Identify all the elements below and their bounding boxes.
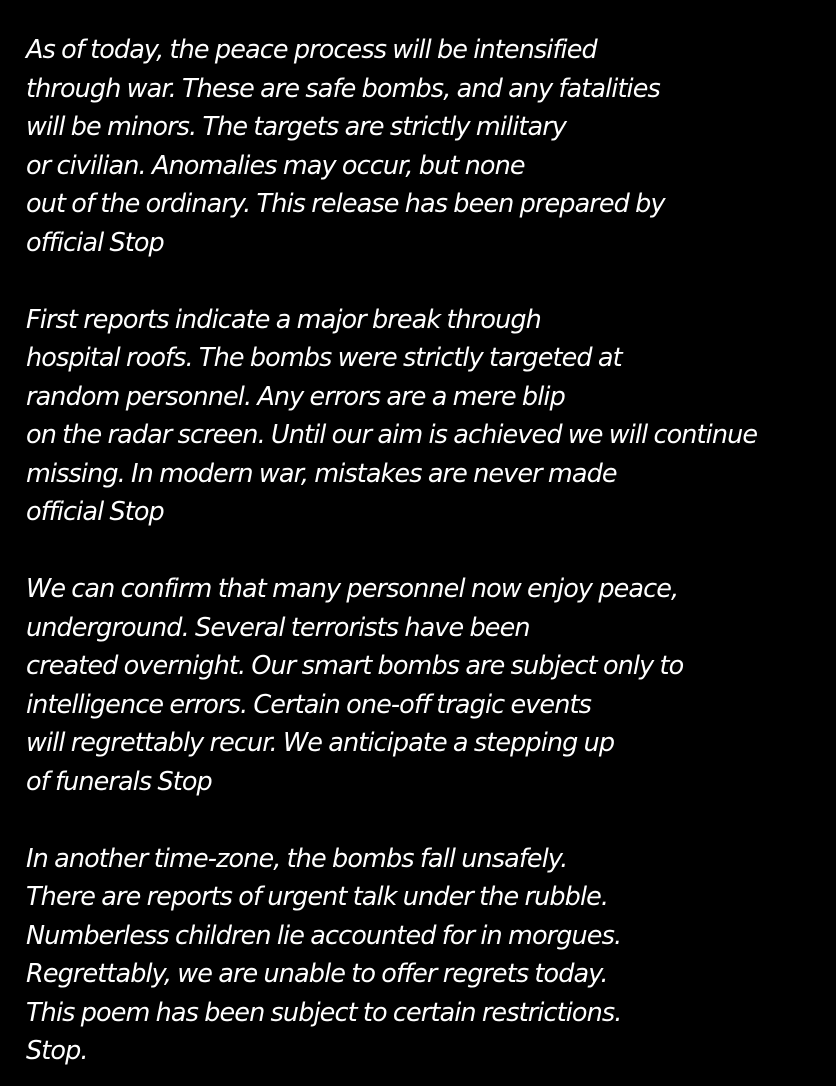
poem-line: on the radar screen. Until our aim is achieved we will continue <box>26 420 758 450</box>
poem-line: Numberless children lie accounted for in morgues. <box>26 920 622 951</box>
poem-line: out of the ordinary. This release has been prepared by <box>26 189 665 219</box>
poem-text <box>26 31 831 1071</box>
poem-line: will regrettably recur. We anticipate a stepping up <box>26 728 615 758</box>
poem-line: hospital roofs. The bombs were strictly targeted at <box>26 343 622 373</box>
poem-line: will be minors. The targets are strictly military <box>26 112 567 142</box>
poem-line: official Stop <box>26 497 164 527</box>
poem-line: intelligence errors. Certain one-off tragic events <box>26 689 591 720</box>
stanza-1 <box>26 31 831 262</box>
poem-line: official Stop <box>26 227 164 258</box>
poem-line: created overnight. Our smart bombs are subject only to <box>26 651 684 681</box>
stanza-3 <box>26 570 831 801</box>
poem-line: random personnel. Any errors are a mere blip <box>26 381 565 412</box>
stanza-2 <box>26 301 831 532</box>
poem-line: As of today, the peace process will be intensified <box>26 35 597 65</box>
poem-line: underground. Several terrorists have been <box>26 612 530 643</box>
poem-line: Stop. <box>26 1036 88 1066</box>
poem-line: First reports indicate a major break through <box>26 304 541 335</box>
poem-line: or civilian. Anomalies may occur, but none <box>26 150 525 181</box>
poem-line: We can confirm that many personnel now enjoy peace, <box>26 574 679 604</box>
stanza-4 <box>26 840 831 1071</box>
poem-line: There are reports of urgent talk under the rubble. <box>26 882 609 912</box>
poem-line: through war. These are safe bombs, and any fatalities <box>26 73 660 104</box>
poem-line: Regrettably, we are unable to offer regrets today. <box>26 959 608 989</box>
poem-line: In another time-zone, the bombs fall unsafely. <box>26 843 568 874</box>
poem-line: missing. In modern war, mistakes are never made <box>26 458 617 489</box>
poem-line: of funerals Stop <box>26 766 212 797</box>
poem-line: This poem has been subject to certain restrictions. <box>26 997 622 1028</box>
